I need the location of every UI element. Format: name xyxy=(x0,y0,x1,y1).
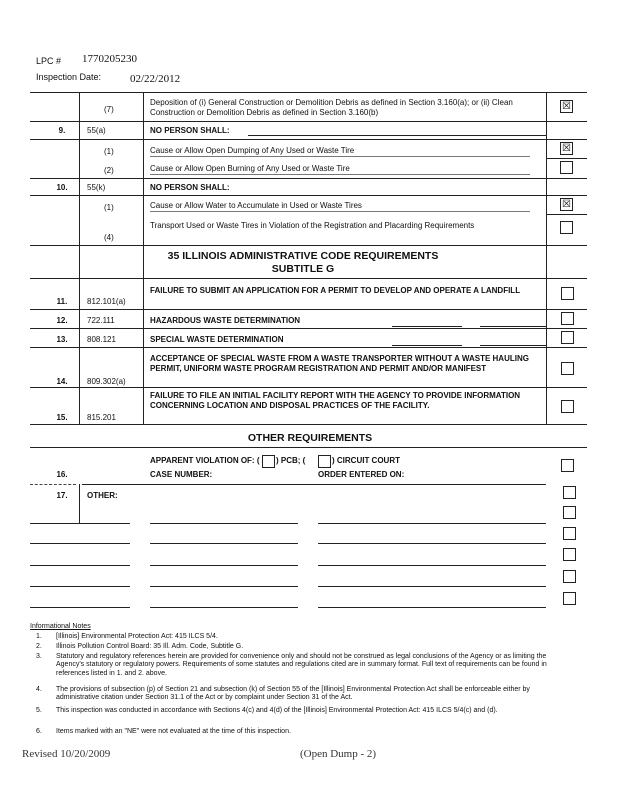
row-section: (2) xyxy=(104,166,114,175)
note-text: This inspection was conducted in accordance with Sections 4(c) and 4(d) of the [Illinois] Environmental Protection Act: 415 ILCS 5/4(c) and (d). xyxy=(56,707,498,714)
note-text: Statutory and regulatory references herein are provided for convenience only and should not be construed as legal conclusions of the Agency or as limiting the Agency's statutory or regulatory powers. Requirements of some statutes and regulations cited are in summary format. Full text of requirements can be found in references listed in 1. and 2. above. xyxy=(56,653,547,677)
row-text: FAILURE TO FILE AN INITIAL FACILITY REPORT WITH THE AGENCY TO PROVIDE INFORMATION CONCERNING LOCATION AND DISPOSAL PRACTICES OF THE FACILITY. xyxy=(150,391,521,410)
order-entered-label: ORDER ENTERED ON: xyxy=(318,470,405,479)
lpc-label: LPC # xyxy=(36,56,62,66)
row-divider xyxy=(546,158,587,159)
row-divider xyxy=(30,178,587,179)
note-number: 4. xyxy=(36,686,42,693)
note-text: The provisions of subsection (p) of Section 21 and subsection (k) of Section 55 of the [Illinois] Environmental Protection Act shall be enforceable either by administrative citation under Section 31.1 of the Act or by complaint under Section 31 of the Act. xyxy=(56,686,530,702)
row-text: Deposition of (i) General Construction or Demolition Debris as defined in Section 3.160(a); or (ii) Clean Construction or Demolition Debris as defined in Section 3.160(b) xyxy=(150,98,513,117)
note-text: Items marked with an "NE" were not evaluated at the time of this inspection. xyxy=(56,728,291,735)
row-number: 14. xyxy=(56,377,68,386)
row-section: 722.111 xyxy=(87,316,115,325)
code-section-subtitle: SUBTITLE G xyxy=(271,263,335,275)
notes-title: Informational Notes xyxy=(30,623,91,630)
other-line xyxy=(150,565,298,566)
other-line xyxy=(318,523,546,524)
col-divider xyxy=(79,484,80,524)
note-number: 1. xyxy=(36,633,42,640)
row-section: 55(k) xyxy=(87,183,106,192)
row-number: 15. xyxy=(56,413,68,422)
col-divider-1 xyxy=(79,92,80,425)
other-line xyxy=(30,586,130,587)
other-line xyxy=(318,565,546,566)
table-top-border xyxy=(30,92,587,93)
row-divider xyxy=(30,347,587,348)
row-section: (7) xyxy=(104,105,114,114)
row-divider xyxy=(30,121,587,122)
other-line xyxy=(30,523,130,524)
row-checkbox[interactable] xyxy=(560,161,573,174)
underline xyxy=(150,156,530,157)
row-divider xyxy=(30,387,587,388)
row-number: 11. xyxy=(56,297,68,306)
row-checkbox[interactable] xyxy=(561,287,574,300)
row-section: (1) xyxy=(104,203,114,212)
violation-label: APPARENT VIOLATION OF: ( xyxy=(150,456,260,465)
fill-line xyxy=(248,135,546,136)
row-checkbox[interactable] xyxy=(563,592,576,605)
inspection-date: 02/22/2012 xyxy=(130,73,181,85)
other-line xyxy=(30,543,130,544)
row-text: Cause or Allow Open Dumping of Any Used or Waste Tire xyxy=(150,146,355,155)
row-divider xyxy=(30,195,587,196)
row-text: Cause or Allow Open Burning of Any Used or Waste Tire xyxy=(150,164,350,173)
row-checkbox[interactable] xyxy=(563,527,576,540)
pcb-label: ) PCB; ( xyxy=(276,456,306,465)
revised-date: Revised 10/20/2009 xyxy=(22,748,111,760)
fill-line xyxy=(480,326,546,327)
dash-divider xyxy=(30,484,76,486)
case-number-label: CASE NUMBER: xyxy=(150,470,213,479)
lpc-number: 1770205230 xyxy=(82,53,137,65)
note-number: 6. xyxy=(36,728,42,735)
other-line xyxy=(318,607,546,608)
row-text: HAZARDOUS WASTE DETERMINATION xyxy=(150,316,301,325)
row-checkbox[interactable]: ☒ xyxy=(560,100,573,113)
other-line xyxy=(30,607,130,608)
row-number: 9. xyxy=(58,126,66,135)
row-divider xyxy=(30,278,587,279)
fill-line xyxy=(480,345,546,346)
note-text: [Illinois] Environmental Protection Act: 415 ILCS 5/4. xyxy=(56,633,218,640)
row-text: NO PERSON SHALL: xyxy=(150,183,230,192)
row-section: 815.201 xyxy=(87,413,116,422)
other-line xyxy=(150,543,298,544)
row-divider xyxy=(30,424,587,425)
other-label: OTHER: xyxy=(87,491,118,500)
other-line xyxy=(150,607,298,608)
row-checkbox[interactable] xyxy=(563,506,576,519)
other-line xyxy=(318,586,546,587)
other-line xyxy=(318,543,546,544)
row-checkbox[interactable]: ☒ xyxy=(560,142,573,155)
row-text: ACCEPTANCE OF SPECIAL WASTE FROM A WASTE TRANSPORTER WITHOUT A WASTE HAULING PERMIT, UNIFORM WASTE PROGRAM REGISTRATION AND PERMIT AND/OR MANIFEST xyxy=(150,354,529,373)
row-divider xyxy=(30,328,587,329)
underline xyxy=(150,174,530,175)
row-number: 12. xyxy=(56,316,68,325)
other-requirements-title: OTHER REQUIREMENTS xyxy=(247,432,373,444)
row-checkbox[interactable] xyxy=(563,548,576,561)
row-section: 812.101(a) xyxy=(87,297,126,306)
row-checkbox[interactable] xyxy=(561,312,574,325)
other-line xyxy=(150,586,298,587)
row-text: NO PERSON SHALL: xyxy=(150,126,230,135)
row-checkbox[interactable] xyxy=(561,459,574,472)
form-name: (Open Dump - 2) xyxy=(300,748,377,760)
underline xyxy=(150,211,530,212)
row-checkbox[interactable] xyxy=(561,331,574,344)
row-text: SPECIAL WASTE DETERMINATION xyxy=(150,335,284,344)
row-checkbox[interactable] xyxy=(560,221,573,234)
row-checkbox[interactable] xyxy=(561,362,574,375)
other-line xyxy=(30,565,130,566)
row-number: 13. xyxy=(56,335,68,344)
row-divider xyxy=(82,484,546,485)
note-number: 2. xyxy=(36,643,42,650)
row-checkbox[interactable]: ☒ xyxy=(560,198,573,211)
row-section: 55(a) xyxy=(87,126,106,135)
row-divider xyxy=(30,309,587,310)
row-divider xyxy=(546,214,587,215)
row-text: FAILURE TO SUBMIT AN APPLICATION FOR A PERMIT TO DEVELOP AND OPERATE A LANDFILL xyxy=(150,286,521,295)
row-checkbox[interactable] xyxy=(563,570,576,583)
note-number: 5. xyxy=(36,707,42,714)
circuit-court-label: ) CIRCUIT COURT xyxy=(332,456,400,465)
row-number: 10. xyxy=(56,183,68,192)
other-line xyxy=(150,523,298,524)
fill-line xyxy=(392,345,462,346)
pcb-checkbox[interactable] xyxy=(262,455,275,468)
row-checkbox[interactable] xyxy=(563,486,576,499)
note-number: 3. xyxy=(36,653,42,660)
row-text: Transport Used or Waste Tires in Violation of the Registration and Placarding Requirements xyxy=(150,221,475,230)
code-section-title: 35 ILLINOIS ADMINISTRATIVE CODE REQUIREMENTS xyxy=(167,250,439,262)
circuit-court-checkbox[interactable] xyxy=(318,455,331,468)
row-divider xyxy=(30,245,587,246)
note-text: Illinois Pollution Control Board: 35 Ill. Adm. Code, Subtitle G. xyxy=(56,643,244,650)
row-section: (4) xyxy=(104,233,114,242)
row-divider xyxy=(30,139,587,140)
col-divider-3 xyxy=(546,92,547,425)
row-number: 17. xyxy=(56,491,68,500)
row-section: 808.121 xyxy=(87,335,116,344)
row-number: 16. xyxy=(56,470,68,479)
inspection-date-label: Inspection Date: xyxy=(36,72,102,82)
fill-line xyxy=(392,326,462,327)
row-divider xyxy=(30,447,587,448)
row-text: Cause or Allow Water to Accumulate in Used or Waste Tires xyxy=(150,201,362,210)
row-checkbox[interactable] xyxy=(561,400,574,413)
row-section: (1) xyxy=(104,147,114,156)
row-section: 809.302(a) xyxy=(87,377,126,386)
